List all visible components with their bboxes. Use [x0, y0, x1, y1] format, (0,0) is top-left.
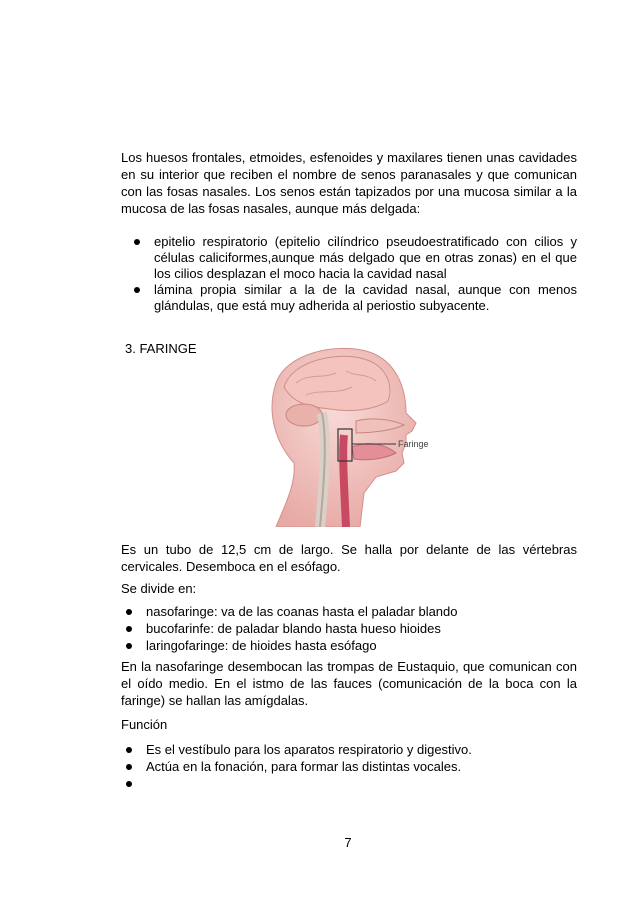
- bullet-icon: [126, 747, 132, 753]
- page-number: 7: [344, 835, 352, 850]
- list-item: epitelio respiratorio (epitelio cilíndrico pseudoestratificado con cilios y células caliciformes,aunque más delgado que en otras zonas) en el que los cilios desplazan el moco hacia la cavidad nasal: [127, 234, 577, 282]
- bullet-icon: [126, 764, 132, 770]
- divisions-intro: Se divide en:: [121, 581, 197, 596]
- list-item: [121, 776, 577, 792]
- divisions-list: [121, 604, 577, 655]
- functions-list: [121, 742, 577, 793]
- list-item: laringofaringe: de hioides hasta esófago: [121, 638, 577, 654]
- list-item: lámina propia similar a la de la cavidad nasal, aunque con menos glándulas, que está muy adherida al periostio subyacente.: [127, 282, 577, 314]
- bullet-icon: [126, 626, 132, 632]
- senos-layers-list: [127, 234, 577, 314]
- section-heading: 3. FARINGE: [125, 341, 197, 356]
- bullet-icon: [126, 609, 132, 615]
- bullet-icon: [134, 239, 140, 245]
- list-item: Es el vestíbulo para los aparatos respiratorio y digestivo.: [121, 742, 577, 758]
- nasofaringe-paragraph: En la nasofaringe desembocan las trompas de Eustaquio, que comunican con el oído medio. En el istmo de las fauces (comunicación de la boca con la faringe) se hallan las amígdalas.: [121, 659, 577, 708]
- bullet-icon: [134, 287, 140, 293]
- bullet-icon: [126, 643, 132, 649]
- list-item: Actúa en la fonación, para formar las distintas vocales.: [121, 759, 577, 775]
- function-heading: Función: [121, 717, 168, 732]
- pharynx-anatomy-figure: [256, 343, 452, 527]
- list-item: bucofarinfe: de paladar blando hasta hueso hioides: [121, 621, 577, 637]
- faringe-label: Faringe: [398, 439, 429, 449]
- list-item: nasofaringe: va de las coanas hasta el paladar blando: [121, 604, 577, 620]
- description-paragraph: Es un tubo de 12,5 cm de largo. Se halla por delante de las vértebras cervicales. Desemboca en el esófago.: [121, 542, 577, 574]
- bullet-icon: [126, 781, 132, 787]
- intro-paragraph: Los huesos frontales, etmoides, esfenoides y maxilares tienen unas cavidades en su interior que reciben el nombre de senos paranasales y que comunican con las fosas nasales. Los senos están tapizados por una mucosa similar a la mucosa de las fosas nasales, aunque más delgada:: [121, 150, 577, 216]
